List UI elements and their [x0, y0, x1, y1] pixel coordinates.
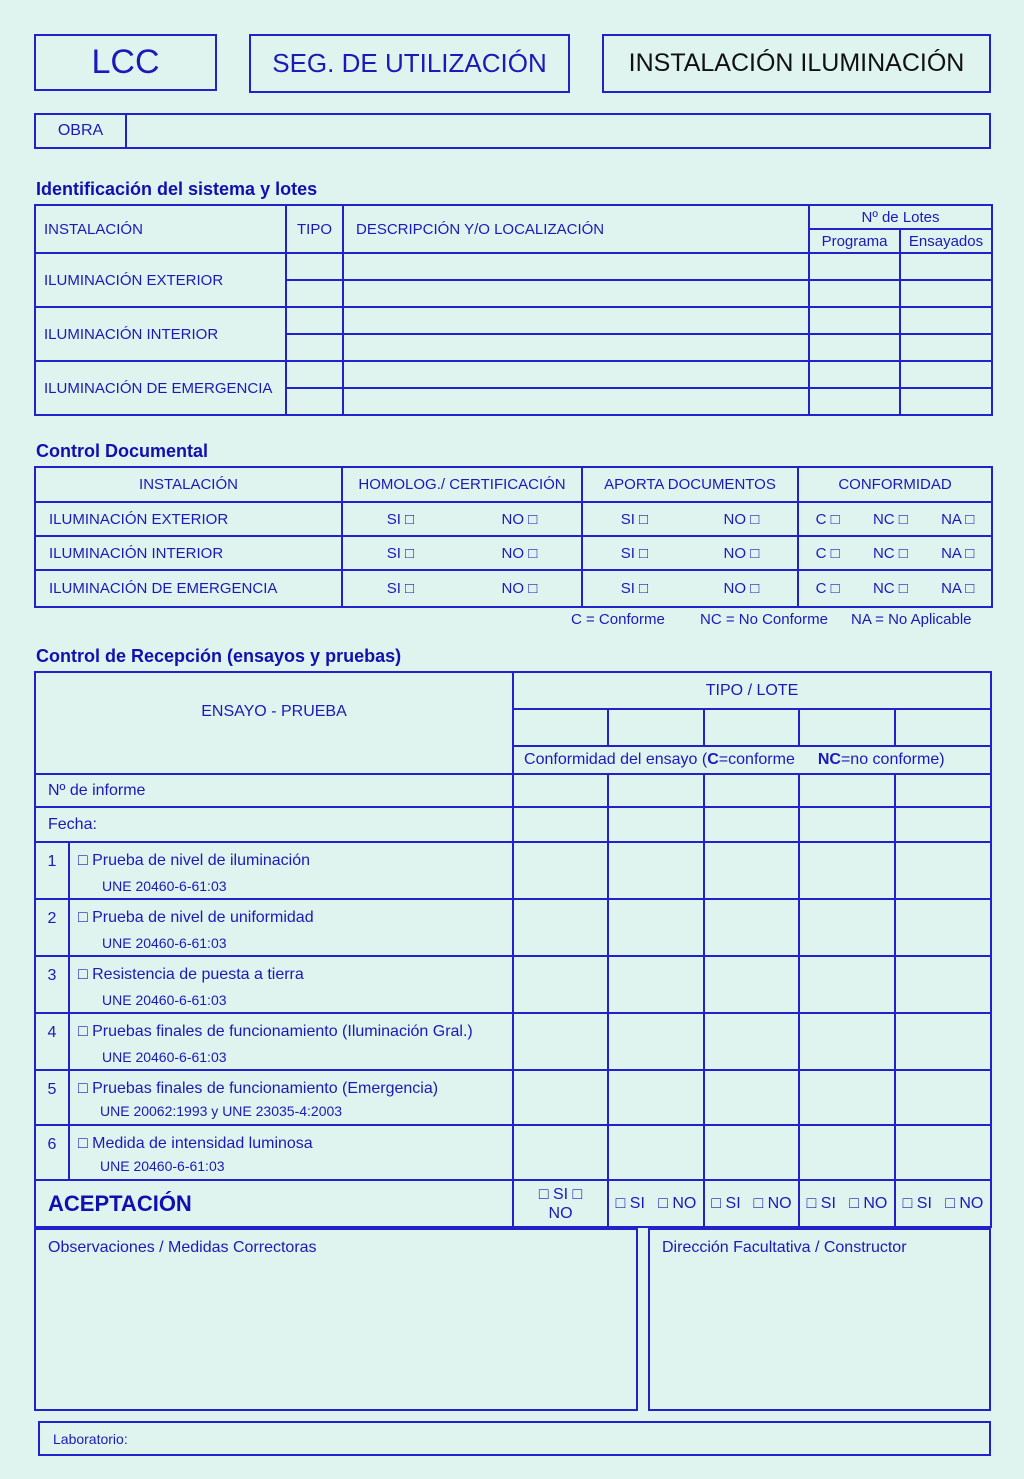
id-cell[interactable]	[809, 307, 900, 334]
doc-row-exterior: ILUMINACIÓN EXTERIOR	[35, 502, 342, 536]
acc-first-no[interactable]: NO	[548, 1204, 573, 1222]
acc-no[interactable]: □ NO	[849, 1194, 888, 1212]
rec-cell[interactable]	[704, 1070, 799, 1125]
doc-aporta-si[interactable]: SI □	[620, 510, 649, 528]
rec-cell[interactable]	[513, 1125, 608, 1180]
rec-tipo-cell[interactable]	[895, 709, 991, 746]
rec-cell[interactable]	[704, 842, 799, 899]
rec-cell[interactable]	[608, 1125, 704, 1180]
id-cell[interactable]	[343, 334, 809, 361]
rec-fecha: Fecha:	[35, 807, 513, 842]
rec-cell[interactable]	[513, 956, 608, 1013]
laboratorio-box[interactable]	[38, 1421, 991, 1456]
rec-cell[interactable]	[608, 842, 704, 899]
rec-cell[interactable]	[799, 1125, 895, 1180]
doc-aporta-no[interactable]: NO □	[723, 510, 760, 528]
id-cell[interactable]	[900, 280, 992, 307]
observaciones-label: Observaciones / Medidas Correctoras	[48, 1239, 317, 1256]
doc-aporta-si[interactable]: SI □	[620, 544, 649, 562]
rec-cell[interactable]	[608, 1070, 704, 1125]
rec-cell[interactable]	[799, 899, 895, 956]
doc-conf-nc[interactable]: NC □	[872, 580, 908, 597]
doc-conf-nc[interactable]: NC □	[872, 510, 908, 528]
rec-test	[69, 842, 513, 899]
doc-homolog-si[interactable]: SI □	[386, 580, 415, 597]
doc-homolog-si[interactable]: SI □	[386, 510, 415, 528]
rec-tipo-cell[interactable]	[799, 709, 895, 746]
id-cell[interactable]	[809, 388, 900, 415]
rec-cell[interactable]	[704, 1125, 799, 1180]
legend-nc: NC = No Conforme	[700, 611, 828, 628]
rec-cell[interactable]	[895, 1070, 991, 1125]
id-col-tipo: TIPO	[286, 205, 343, 253]
rec-cell[interactable]	[799, 956, 895, 1013]
id-cell[interactable]	[809, 361, 900, 388]
doc-homolog-no[interactable]: NO □	[501, 580, 538, 597]
obra-field[interactable]	[126, 114, 990, 148]
rec-cell[interactable]	[895, 899, 991, 956]
legend-c: C = Conforme	[571, 611, 665, 628]
doc-conf-c[interactable]: C □	[815, 510, 840, 528]
rec-conformidad-mid: =conforme	[718, 751, 795, 768]
doc-conf-na[interactable]: NA □	[941, 580, 975, 597]
id-cell[interactable]	[900, 334, 992, 361]
rec-cell[interactable]	[513, 842, 608, 899]
rec-col-ensayo	[35, 672, 513, 774]
id-cell[interactable]	[900, 307, 992, 334]
id-cell[interactable]	[900, 388, 992, 415]
header-seg-utilizacion	[249, 34, 570, 93]
rec-test-name[interactable]: □ Pruebas finales de funcionamiento (Emergencia)	[78, 1080, 439, 1097]
header-seg-text: SEG. DE UTILIZACIÓN	[272, 48, 547, 78]
rec-test	[69, 1013, 513, 1070]
header-instalacion-text: INSTALACIÓN ILUMINACIÓN	[628, 49, 965, 77]
id-cell[interactable]	[809, 253, 900, 280]
rec-test-name[interactable]: □ Medida de intensidad luminosa	[78, 1135, 313, 1152]
rec-cell[interactable]	[608, 899, 704, 956]
rec-conformidad-pre: Conformidad del ensayo (	[524, 751, 708, 768]
doc-col-aporta: APORTA DOCUMENTOS	[582, 467, 798, 502]
rec-cell[interactable]	[895, 1013, 991, 1070]
id-cell[interactable]	[809, 280, 900, 307]
recepcion-table	[34, 671, 992, 1228]
rec-cell[interactable]	[513, 1013, 608, 1070]
id-cell[interactable]	[286, 334, 343, 361]
rec-test	[69, 1070, 513, 1125]
rec-cell[interactable]	[799, 842, 895, 899]
rec-cell[interactable]	[895, 1125, 991, 1180]
rec-test-num: 5	[35, 1070, 69, 1125]
header-lcc-text: LCC	[91, 43, 160, 81]
id-cell[interactable]	[343, 361, 809, 388]
doc-conf-c[interactable]: C □	[815, 544, 840, 562]
id-cell[interactable]	[286, 307, 343, 334]
acc-cell-first	[513, 1180, 608, 1227]
header-lcc	[34, 34, 217, 91]
doc-col-instalacion: INSTALACIÓN	[35, 467, 342, 502]
rec-test-norm: UNE 20062:1993 y UNE 23035-4:2003	[100, 1103, 343, 1119]
doc-conf-c[interactable]: C □	[815, 580, 840, 597]
rec-conformidad-post: =no conforme)	[840, 751, 945, 768]
rec-cell[interactable]	[513, 1070, 608, 1125]
id-col-instalacion: INSTALACIÓN	[35, 205, 286, 253]
rec-test	[69, 956, 513, 1013]
id-cell[interactable]	[809, 334, 900, 361]
laboratorio-label: Laboratorio:	[53, 1430, 128, 1447]
rec-cell[interactable]	[608, 1013, 704, 1070]
id-cell[interactable]	[343, 280, 809, 307]
doc-aporta-si[interactable]: SI □	[620, 580, 649, 597]
id-cell[interactable]	[343, 388, 809, 415]
rec-cell[interactable]	[799, 807, 895, 842]
rec-cell[interactable]	[513, 899, 608, 956]
legend-na: NA = No Aplicable	[851, 611, 972, 628]
doc-row-emergencia: ILUMINACIÓN DE EMERGENCIA	[35, 570, 342, 607]
aceptacion-label: ACEPTACIÓN	[35, 1180, 513, 1227]
acc-no[interactable]: □ NO	[945, 1194, 984, 1212]
identificacion-table	[34, 204, 993, 416]
rec-test-num: 4	[35, 1013, 69, 1070]
section-identificacion-title: Identificación del sistema y lotes	[36, 179, 318, 199]
rec-cell[interactable]	[513, 774, 608, 807]
rec-cell[interactable]	[704, 899, 799, 956]
rec-test-name[interactable]: □ Resistencia de puesta a tierra	[78, 966, 304, 983]
observaciones-box[interactable]	[34, 1228, 638, 1411]
rec-test-norm: UNE 20460-6-61:03	[102, 878, 227, 894]
id-cell[interactable]	[343, 307, 809, 334]
rec-tipo-cell[interactable]	[513, 709, 608, 746]
id-col-lotes: Nº de Lotes	[809, 205, 992, 229]
rec-cell[interactable]	[608, 807, 704, 842]
rec-test-norm: UNE 20460-6-61:03	[102, 1049, 227, 1065]
rec-cell[interactable]	[895, 956, 991, 1013]
id-row-emergencia: ILUMINACIÓN DE EMERGENCIA	[35, 361, 286, 415]
header-instalacion	[602, 34, 991, 93]
id-row-exterior: ILUMINACIÓN EXTERIOR	[35, 253, 286, 307]
rec-conformidad-c: C	[707, 751, 719, 768]
rec-cell[interactable]	[799, 1070, 895, 1125]
doc-homolog-si[interactable]: SI □	[386, 544, 415, 562]
doc-conf-na[interactable]: NA □	[941, 544, 975, 562]
id-cell[interactable]	[286, 253, 343, 280]
id-cell[interactable]	[900, 361, 992, 388]
doc-conf-nc[interactable]: NC □	[872, 544, 908, 562]
id-col-ensayados: Ensayados	[900, 229, 992, 253]
rec-test-norm: UNE 20460-6-61:03	[100, 1158, 225, 1174]
rec-test	[69, 899, 513, 956]
id-col-programa: Programa	[809, 229, 900, 253]
section-documental-title: Control Documental	[36, 441, 209, 461]
rec-conformidad-nc: NC	[817, 751, 841, 768]
id-cell[interactable]	[286, 361, 343, 388]
section-recepcion-title: Control de Recepción (ensayos y pruebas)	[36, 646, 402, 666]
rec-test	[69, 1125, 513, 1180]
rec-test-norm: UNE 20460-6-61:03	[102, 935, 227, 951]
rec-tipo-cell[interactable]	[608, 709, 704, 746]
doc-aporta-no[interactable]: NO □	[723, 544, 760, 562]
rec-cell[interactable]	[895, 807, 991, 842]
rec-informe: Nº de informe	[35, 774, 513, 807]
rec-cell[interactable]	[704, 774, 799, 807]
doc-col-conformidad: CONFORMIDAD	[798, 467, 992, 502]
obra-label: OBRA	[35, 114, 126, 148]
acc-no[interactable]: □ NO	[753, 1194, 792, 1212]
rec-cell[interactable]	[895, 842, 991, 899]
rec-cell[interactable]	[608, 956, 704, 1013]
acc-first-si[interactable]: □ SI □	[538, 1185, 583, 1203]
rec-cell[interactable]	[704, 807, 799, 842]
rec-cell[interactable]	[799, 774, 895, 807]
rec-conformidad	[513, 746, 991, 774]
rec-test-num: 2	[35, 899, 69, 956]
doc-homolog-no[interactable]: NO □	[501, 510, 538, 528]
id-cell[interactable]	[343, 253, 809, 280]
id-cell[interactable]	[900, 253, 992, 280]
rec-cell[interactable]	[608, 774, 704, 807]
acc-no[interactable]: □ NO	[658, 1194, 697, 1212]
acc-si[interactable]: □ SI	[806, 1194, 836, 1212]
rec-cell[interactable]	[704, 1013, 799, 1070]
doc-col-homolog: HOMOLOG./ CERTIFICACIÓN	[342, 467, 582, 502]
obra-table	[34, 113, 991, 149]
id-cell[interactable]	[286, 388, 343, 415]
doc-aporta-no[interactable]: NO □	[723, 580, 760, 597]
doc-row-interior: ILUMINACIÓN INTERIOR	[35, 536, 342, 570]
direccion-label: Dirección Facultativa / Constructor	[662, 1239, 907, 1256]
rec-col-ensayo-text: ENSAYO - PRUEBA	[201, 703, 347, 720]
rec-cell[interactable]	[799, 1013, 895, 1070]
rec-test-num: 1	[35, 842, 69, 899]
rec-tipo-cell[interactable]	[704, 709, 799, 746]
acc-si[interactable]: □ SI	[902, 1194, 932, 1212]
id-cell[interactable]	[286, 280, 343, 307]
id-row-interior: ILUMINACIÓN INTERIOR	[35, 307, 286, 361]
rec-cell[interactable]	[895, 774, 991, 807]
rec-test-name[interactable]: □ Pruebas finales de funcionamiento (Iluminación Gral.)	[78, 1023, 473, 1040]
rec-test-name[interactable]: □ Prueba de nivel de iluminación	[78, 852, 311, 869]
rec-cell[interactable]	[513, 807, 608, 842]
rec-test-num: 6	[35, 1125, 69, 1180]
id-col-descripcion: DESCRIPCIÓN Y/O LOCALIZACIÓN	[343, 205, 809, 253]
acc-si[interactable]: □ SI	[711, 1194, 741, 1212]
rec-cell[interactable]	[704, 956, 799, 1013]
rec-test-name[interactable]: □ Prueba de nivel de uniformidad	[78, 909, 314, 926]
documental-table	[34, 466, 993, 608]
rec-col-tipo-lote: TIPO / LOTE	[513, 672, 991, 709]
rec-test-norm: UNE 20460-6-61:03	[102, 992, 227, 1008]
acc-si[interactable]: □ SI	[615, 1194, 645, 1212]
rec-test-num: 3	[35, 956, 69, 1013]
direccion-box[interactable]	[648, 1228, 991, 1411]
doc-conf-na[interactable]: NA □	[941, 510, 975, 528]
doc-homolog-no[interactable]: NO □	[501, 544, 538, 562]
